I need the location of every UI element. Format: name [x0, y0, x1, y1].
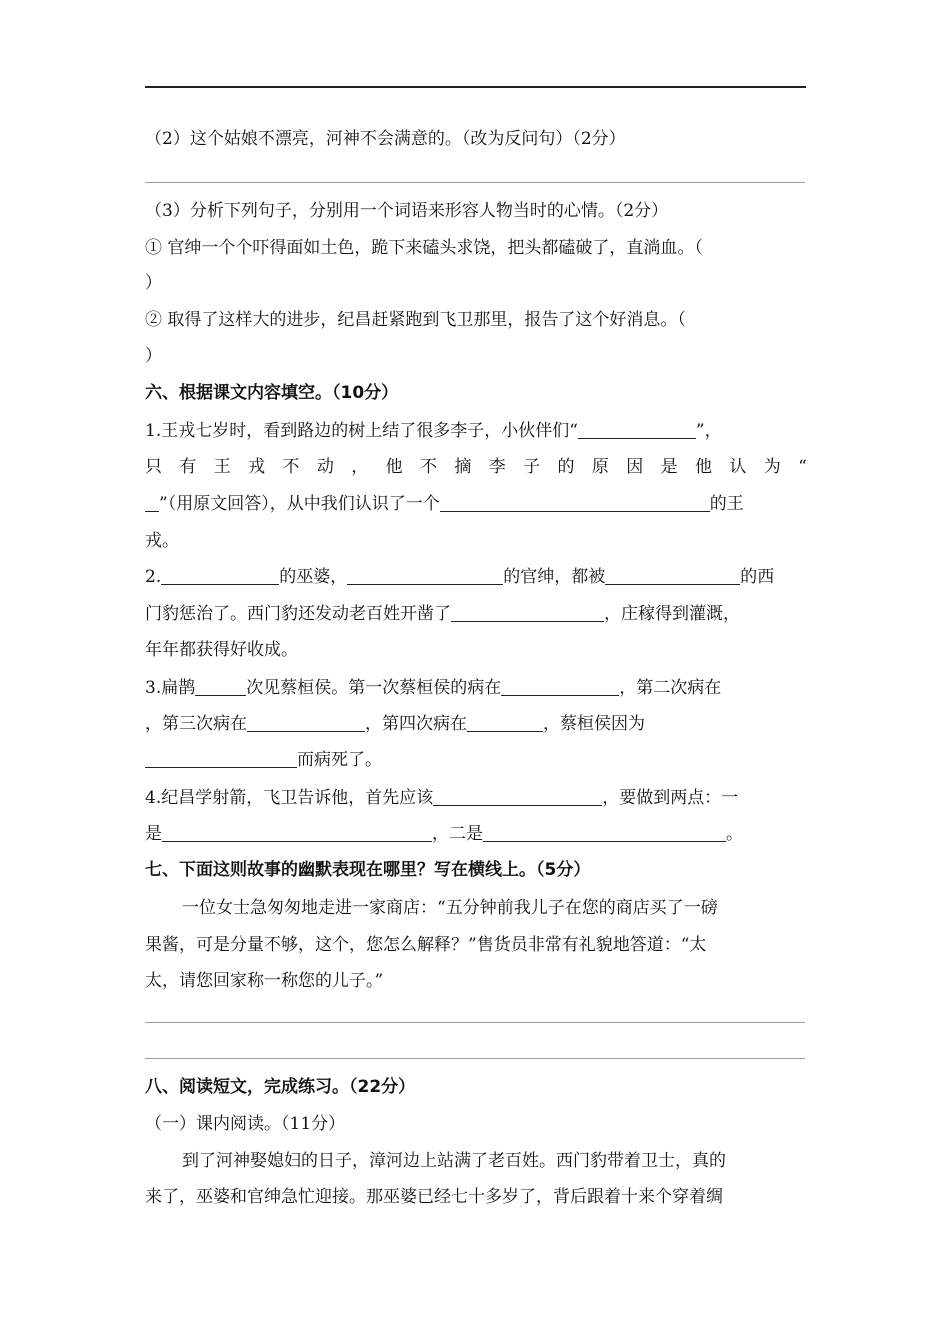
- fill-blank[interactable]: [162, 824, 432, 842]
- q6-item-1: 1.王戎七岁时，看到路边的树上结了很多李子，小伙伴们“ ”，: [145, 421, 722, 441]
- spread-char: “: [798, 457, 807, 477]
- fill-blank[interactable]: [145, 494, 159, 512]
- spread-char: 认: [729, 457, 747, 477]
- q6-item-1-line-4: 戎。: [145, 531, 179, 551]
- q6-item-1-line-2: [145, 455, 807, 479]
- spread-char: 摘: [454, 457, 472, 477]
- fill-blank[interactable]: [195, 678, 246, 696]
- q6-item-3-line-3: 而病死了。: [145, 748, 807, 772]
- section-7-title: 七、下面这则故事的幽默表现在哪里？写在横线上。（5分）: [145, 860, 591, 880]
- q5-sentence-3-item-2: ② 取得了这样大的进步，纪昌赶紧跑到飞卫那里，报告了这个好消息。（: [145, 310, 686, 330]
- spread-char: 戎: [248, 457, 266, 477]
- answer-line[interactable]: [145, 1022, 805, 1023]
- spread-char: 王: [213, 457, 231, 477]
- section-8-title: 八、阅读短文，完成练习。（22分）: [145, 1077, 416, 1097]
- q6-item-3-line-2: ，第三次病在 ，第四次病在 ，蔡桓侯因为: [145, 714, 645, 734]
- answer-line[interactable]: [145, 182, 805, 183]
- fill-blank[interactable]: [605, 567, 740, 585]
- spread-char: 只: [145, 457, 162, 477]
- fill-blank[interactable]: [483, 824, 726, 842]
- fill-blank[interactable]: [578, 421, 696, 439]
- reading-passage-line-2: 来了，巫婆和官绅急忙迎接。那巫婆已经七十多岁了，背后跟着十来个穿着绸: [145, 1187, 723, 1207]
- section-6-title: 六、根据课文内容填空。（10分）: [145, 383, 399, 403]
- fill-blank[interactable]: [145, 750, 297, 768]
- fill-blank[interactable]: [247, 714, 365, 732]
- spread-char: 有: [179, 457, 197, 477]
- spread-char: 不: [420, 457, 437, 477]
- answer-line[interactable]: [145, 1058, 805, 1059]
- q6-item-2-line-2: 门豹惩治了。西门豹还发动老百姓开凿了 ，庄稼得到灌溉，: [145, 604, 740, 624]
- q6-item-2: 2. 的巫婆， 的官绅，都被 的西: [145, 567, 775, 587]
- spread-char: 的: [557, 457, 575, 477]
- spread-char: 原: [591, 457, 609, 477]
- spread-char: 为: [763, 457, 781, 477]
- spread-char: 动: [316, 457, 334, 477]
- fill-blank[interactable]: [433, 788, 602, 806]
- q5-sentence-3: （3）分析下列句子，分别用一个词语来形容人物当时的心情。（2分）: [145, 201, 669, 221]
- header-rule: [145, 86, 806, 88]
- q6-item-1-line-3: ”（用原文回答），从中我们认识了一个 的王: [145, 492, 807, 516]
- q5-bracket-close-2: ）: [145, 346, 162, 366]
- spread-char: 他: [695, 457, 712, 477]
- q7-story-line-3: 太，请您回家称一称您的儿子。”: [145, 971, 384, 991]
- spread-char: 他: [385, 457, 403, 477]
- q6-item-4-line-2: 是 ，二是 。: [145, 824, 743, 844]
- fill-blank[interactable]: [467, 714, 543, 732]
- q6-item-3: 3.扁鹊 次见蔡桓侯。第一次蔡桓侯的病在 ，第二次病在: [145, 678, 722, 698]
- spread-char: 是: [660, 457, 678, 477]
- fill-blank[interactable]: [440, 494, 710, 512]
- q6-item-4: 4.纪昌学射箭，飞卫告诉他，首先应该 ，要做到两点：一: [145, 788, 739, 808]
- q5-bracket-close-1: ）: [145, 273, 162, 293]
- fill-blank[interactable]: [347, 567, 503, 585]
- spread-char: 不: [282, 457, 300, 477]
- fill-blank[interactable]: [161, 567, 279, 585]
- q6-item-2-line-3: 年年都获得好收成。: [145, 640, 298, 660]
- reading-passage-line-1: 到了河神娶媳妇的日子，漳河边上站满了老百姓。西门豹带着卫士，真的: [182, 1151, 726, 1171]
- spread-char: 子: [523, 457, 541, 477]
- section-8-subtitle: （一）课内阅读。（11分）: [145, 1114, 346, 1134]
- q5-sentence-2: （2）这个姑娘不漂亮，河神不会满意的。（改为反问句）（2分）: [145, 129, 626, 149]
- fill-blank[interactable]: [501, 678, 619, 696]
- spread-char: 因: [626, 457, 644, 477]
- q7-story-line-1: 一位女士急匆匆地走进一家商店：“五分钟前我儿子在您的商店买了一磅: [182, 898, 718, 918]
- spread-char: ，: [351, 457, 369, 477]
- q7-story-line-2: 果酱，可是分量不够，这个，您怎么解释？”售货员非常有礼貌地答道：“太: [145, 935, 707, 955]
- fill-blank[interactable]: [451, 604, 604, 622]
- q5-sentence-3-item-1: ① 官绅一个个吓得面如土色，跪下来磕头求饶，把头都磕破了，直淌血。（: [145, 238, 703, 258]
- spread-char: 李: [488, 457, 506, 477]
